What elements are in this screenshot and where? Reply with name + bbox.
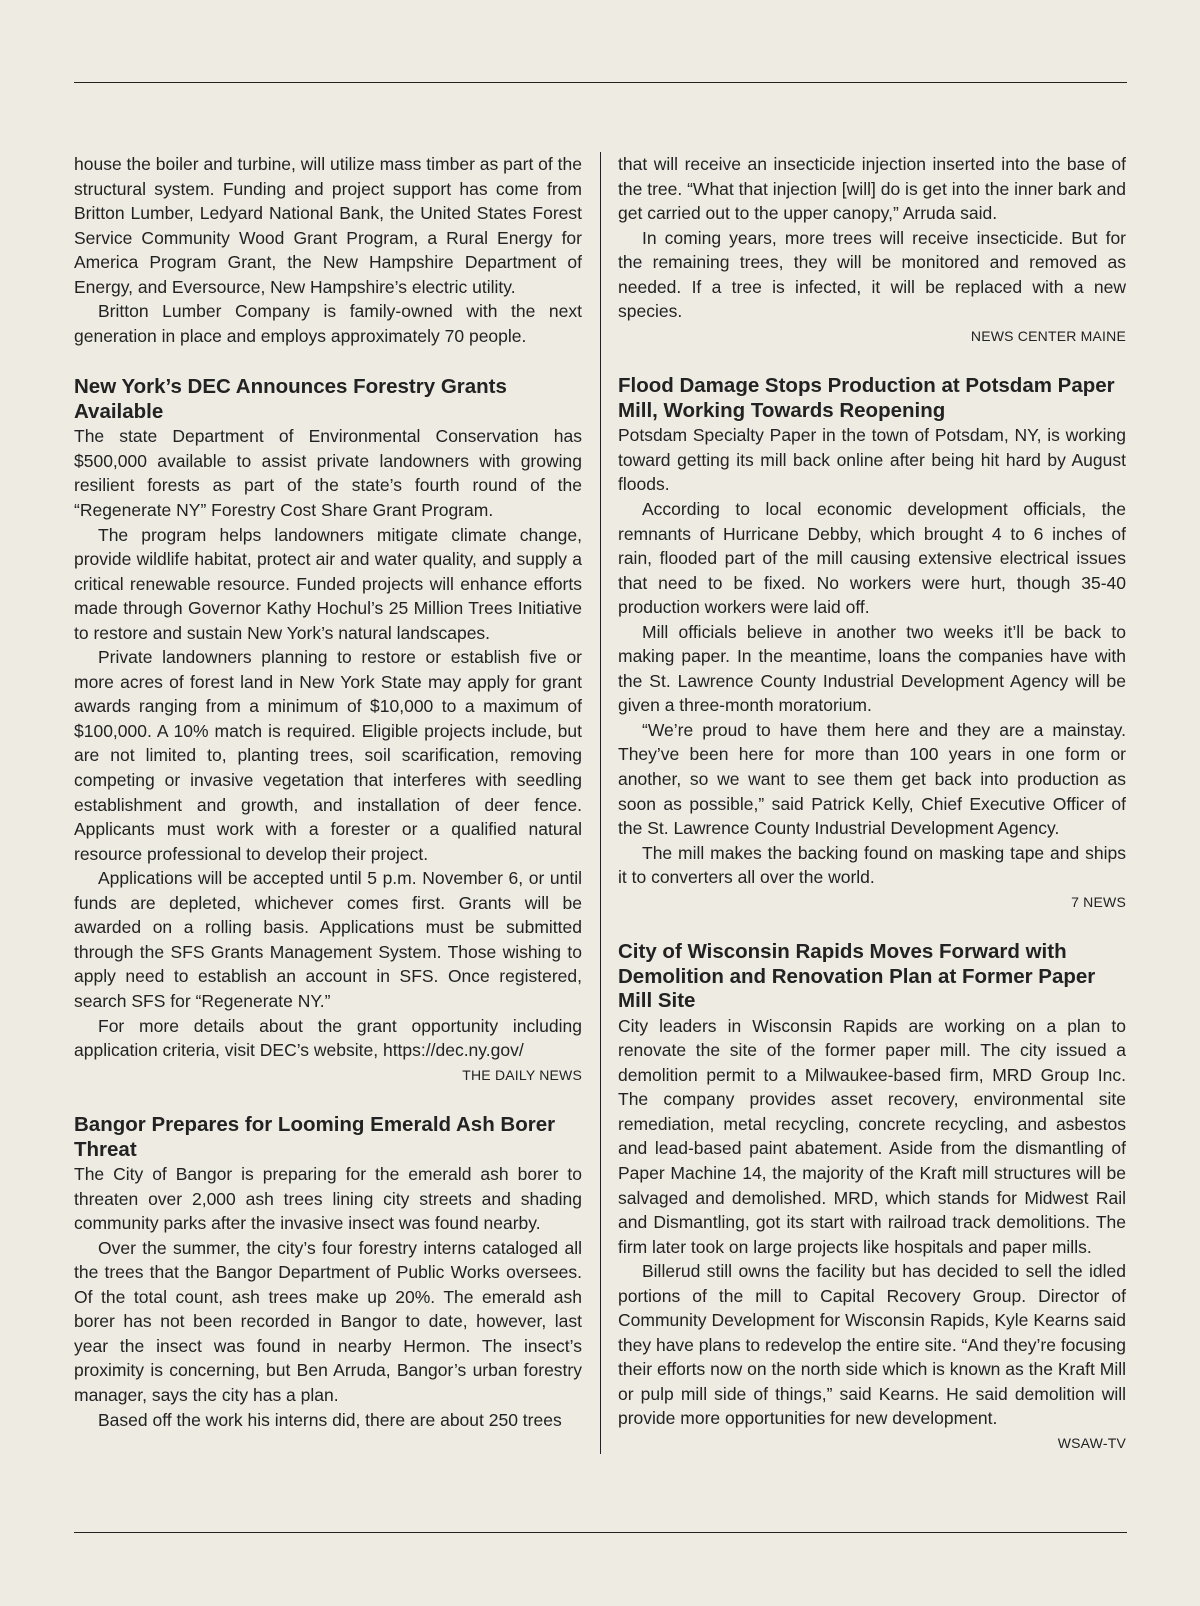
article-paragraph: The program helps landowners mitigate climate change, provide wildlife habitat, protect air and water quality, and supply a critical renewable resource. Funded projects will enhance efforts made through Governor Kathy Hochul’s 25 Million Trees Initiative to restore and sustain New York’s natural landscapes. (74, 524, 582, 643)
article-paragraph: According to local economic development officials, the remnants of Hurricane Debby, which brought 4 to 6 inches of rain, flooded part of the mill causing extensive electrical issues that need to be fixed. No workers were hurt, though 35-40 production workers were laid off. (618, 498, 1126, 618)
article-paragraph: The mill makes the backing found on masking tape and ships it to converters all over the world. (618, 842, 1126, 888)
intro-paragraph-2: Britton Lumber Company is family-owned with the next generation in place and employs approximately 70 people. (74, 301, 582, 346)
article-source: NEWS CENTER MAINE (970, 327, 1126, 344)
intro-continuation (74, 152, 582, 348)
article-paragraph: Over the summer, the city’s four forestry interns cataloged all the trees that the Bangor Department of Public Works oversees. Of the total count, ash trees make up 20%. The emerald ash borer has not been recorded in Bangor to date, however, last year the insect was found in nearby Hermon. The insect’s proximity is concerning, but Ben Arruda, Bangor’s urban forestry manager, says the city has a plan. (74, 1237, 582, 1406)
article-dec (74, 375, 582, 1087)
intro-paragraph-1: house the boiler and turbine, will utilize mass timber as part of the structural system. Funding and project support has come from Britton Lumber, Ledyard National Bank, the United States Forest Service Community Wood Grant Program, a Rural Energy for America Program Grant, the New Hampshire Department of Energy, and Eversource, New Hampshire’s electric utility. (74, 154, 582, 297)
article-paragraph: Based off the work his interns did, there are about 250 trees (98, 1409, 562, 1430)
article-paragraph: In coming years, more trees will receive insecticide. But for the remaining trees, they will be monitored and removed as needed. If a tree is infected, it will be replaced with a new species. (618, 227, 1126, 322)
article-paragraph: The state Department of Environmental Conservation has $500,000 available to assist private landowners with growing resilient forests as part of the state’s fourth round of the “Regenerate NY” Forestry Cost Share Grant Program. (74, 426, 582, 521)
article-paragraph: “We’re proud to have them here and they are a mainstay. They’ve been here for more than 100 years in one form or another, so we want to see them get back into production as soon as possible,” said Patrick Kelly, Chief Executive Officer of the St. Lawrence County Industrial Development Agency. (618, 719, 1126, 839)
article-paragraph: The City of Bangor is preparing for the emerald ash borer to threaten over 2,000 ash trees lining city streets and shading community parks after the invasive insect was found nearby. (74, 1164, 582, 1234)
article-potsdam (618, 374, 1126, 914)
article-paragraph: Applications will be accepted until 5 p.m. November 6, or until funds are depleted, whichever comes first. Grants will be awarded on a rolling basis. Applications must be submitted through the SFS Grants Management System. Those wishing to apply need to establish an account in SFS. Once registered, search SFS for “Regenerate NY.” (74, 868, 582, 1011)
article-source: THE DAILY NEWS (462, 1066, 582, 1083)
article-paragraph: Mill officials believe in another two weeks it’ll be back to making paper. In the meantime, loans the companies have with the St. Lawrence County Industrial Development Agency will be given a three-month moratorium. (618, 621, 1126, 716)
article-wisconsin (618, 940, 1126, 1455)
right-column (618, 152, 1126, 1456)
article-paragraph: City leaders in Wisconsin Rapids are working on a plan to renovate the site of the former paper mill. The city issued a demolition permit to a Milwaukee-based firm, MRD Group Inc. The company provides asset recovery, environmental site remediation, metal recycling, concrete recycling, and asbestos and lead-based paint abatement. Aside from the dismantling of Paper Machine 14, the majority of the Kraft mill structures will be salvaged and demolished. MRD, which stands for Midwest Rail and Dismantling, got its start with railroad track demolitions. The firm later took on large projects like hospitals and paper mills. (618, 1015, 1126, 1257)
left-column (74, 152, 582, 1432)
article-headline: New York’s DEC Announces Forestry Grants Available (74, 375, 507, 423)
article-paragraph: that will receive an insecticide injection inserted into the base of the tree. “What that injection [will] do is get into the inner bark and get carried out to the upper canopy,” Arruda said. (618, 154, 1126, 224)
article-paragraph: Billerud still owns the facility but has decided to sell the idled portions of the mill to Capital Recovery Group. Director of Community Development for Wisconsin Rapids, Kyle Kearns said they have plans to redevelop the entire site. “And they’re focusing their efforts now on the north side which is known as the Kraft Mill or pulp mill side of things,” said Kearns. He said demolition will provide more opportunities for new development. (618, 1261, 1126, 1429)
column-divider (600, 152, 601, 1454)
article-headline: City of Wisconsin Rapids Moves Forward with Demolition and Renovation Plan at Former Paper Mill Site (618, 940, 1096, 1013)
bangor-continuation (618, 152, 1126, 348)
article-paragraph: Potsdam Specialty Paper in the town of Potsdam, NY, is working toward getting its mill back online after being hit hard by August floods. (618, 425, 1126, 495)
article-paragraph: Private landowners planning to restore or establish five or more acres of forest land in New York State may apply for grant awards ranging from a minimum of $10,000 to a maximum of $100,000. A 10% match is required. Eligible projects include, but are not limited to, planting trees, soil scarification, removing competing or invasive vegetation that interferes with seedling establishment and growth, and installation of deer fence. Applicants must work with a forester or a qualified natural resource professional to develop their project. (74, 647, 582, 864)
article-paragraph: For more details about the grant opportunity including application criteria, visit DEC’s website, https://dec.ny.gov/ (74, 1015, 582, 1061)
top-rule (74, 82, 1127, 83)
article-headline: Bangor Prepares for Looming Emerald Ash Borer Threat (74, 1113, 556, 1161)
article-bangor (74, 1113, 582, 1432)
article-headline: Flood Damage Stops Production at Potsdam Paper Mill, Working Towards Reopening (618, 374, 1115, 422)
bottom-rule (74, 1532, 1127, 1533)
article-source: 7 NEWS (1071, 893, 1126, 910)
article-source: WSAW-TV (1057, 1435, 1126, 1452)
